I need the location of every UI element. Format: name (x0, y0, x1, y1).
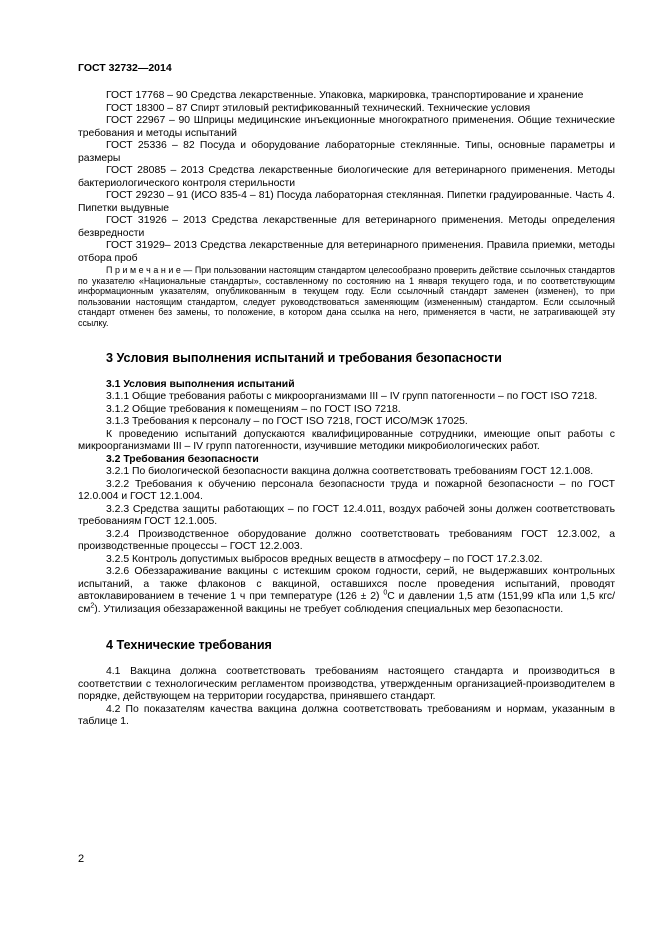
square-superscript: 2 (90, 602, 95, 610)
paragraph: 3.2.4 Производственное оборудование должно соответствовать требованиям ГОСТ 12.3.002, а производственные процессы – ГОСТ 12.2.003. (78, 528, 615, 553)
reference-item: ГОСТ 25336 – 82 Посуда и оборудование лабораторные стеклянные. Типы, основные параметры и размеры (78, 140, 615, 164)
reference-item: ГОСТ 17768 – 90 Средства лекарственные. Упаковка, маркировка, транспортирование и хранение (106, 90, 584, 101)
section-3-title: 3 Условия выполнения испытаний и требования безопасности (106, 350, 502, 365)
references-note: П р и м е ч а н и е — При пользовании настоящим стандартом целесообразно проверить действие ссылочных стандартов по указателю «Национальные стандарты», составленному по состоянию на 1 января текущего года, и по соответствующим информационным указателям, опубликованным в текущем году. Если ссылочный стандарт заменен (изменен), то при пользовании настоящим стандартом, следует руководствоваться заменяющим (измененным) стандартом. Если ссылочный стандарт отменен без замены, то положение, в котором дана ссылка на него, применяется в части, не затрагивающей эту ссылку. (78, 265, 615, 328)
reference-item: ГОСТ 18300 – 87 Спирт этиловый ректификованный технический. Технические условия (106, 102, 531, 114)
paragraph-3-2-6 (78, 566, 615, 616)
reference-item: ГОСТ 31929– 2013 Средства лекарственные для ветеринарного применения. Правила приемки, методы отбора проб (78, 240, 615, 264)
paragraph: 3.1.3 Требования к персоналу – по ГОСТ ISO 7218, ГОСТ ИСО/МЭК 17025. (106, 416, 468, 428)
reference-item: ГОСТ 22967 – 90 Шприцы медицинские инъекционные многократного применения. Общие технические требования и методы испытаний (78, 115, 615, 139)
paragraph: 3.2.5 Контроль допустимых выбросов вредных веществ в атмосферу – по ГОСТ 17.2.3.02. (106, 553, 543, 565)
document-page (78, 62, 615, 729)
subsection-3-1-title: 3.1 Условия выполнения испытаний (106, 378, 295, 390)
text-run: ). Утилизация обеззараженной вакцины не требует соблюдения специальных мер безопасности. (94, 603, 564, 615)
paragraph: 3.1.2 Общие требования к помещениям – по ГОСТ ISO 7218. (106, 403, 401, 415)
references-list (78, 90, 615, 265)
section-4-title: 4 Технические требования (106, 638, 272, 653)
reference-item: ГОСТ 31926 – 2013 Средства лекарственные для ветеринарного применения. Методы определения безвредности (78, 215, 615, 239)
paragraph: 3.1.1 Общие требования работы с микроорганизмами III – IV групп патогенности – по ГОСТ ISO 7218. (106, 391, 598, 403)
paragraph: 3.2.2 Требования к обучению персонала безопасности труда и пожарной безопасности – по ГОСТ 12.0.004 и ГОСТ 12.1.004. (78, 478, 615, 503)
paragraph: К проведению испытаний допускаются квалифицированные сотрудники, имеющие опыт работы с микроорганизмами III – IV групп патогенности, изучившие методики микробиологических работ. (78, 428, 615, 453)
paragraph: 4.1 Вакцина должна соответствовать требованиям настоящего стандарта и производиться в соответствии с технологическим регламентом производства, утвержденным организацией-производителем в порядке, действующем на территории государства, принявшего стандарт. (78, 666, 615, 703)
reference-item: ГОСТ 29230 – 91 (ИСО 835-4 – 81) Посуда лабораторная стеклянная. Пипетки градуированные. Часть 4. Пипетки выдувные (78, 190, 615, 214)
text-run: 3.2.6 Обеззараживание вакцины с истекшим сроком годности, серий, не выдержавших контрольных испытаний, а также флаконов с вакциной, оставшихся после проведения испытаний, проводят автоклавированием в течение 1 ч при температуре (126 ± 2) (78, 566, 615, 603)
subsection-3-2-title: 3.2 Требования безопасности (106, 453, 259, 465)
paragraph: 4.2 По показателям качества вакцина должна соответствовать требованиям и нормам, указанным в таблице 1. (78, 703, 615, 728)
page-number: 2 (78, 853, 85, 865)
paragraph: 3.2.3 Средства защиты работающих – по ГОСТ 12.4.011, воздух рабочей зоны должен соответствовать требованиям ГОСТ 12.1.005. (78, 503, 615, 528)
page-header: ГОСТ 32732—2014 (78, 62, 172, 74)
reference-item: ГОСТ 28085 – 2013 Средства лекарственные биологические для ветеринарного применения. Методы бактериологического контроля стерильности (78, 165, 615, 189)
degree-superscript: 0 (383, 589, 388, 597)
text-run: С и давлении 1,5 атм (151,99 кПа или 1,5 кгс/см (78, 591, 616, 615)
paragraph: 3.2.1 По биологической безопасности вакцина должна соответствовать требованиям ГОСТ 12.1.008. (106, 466, 594, 478)
